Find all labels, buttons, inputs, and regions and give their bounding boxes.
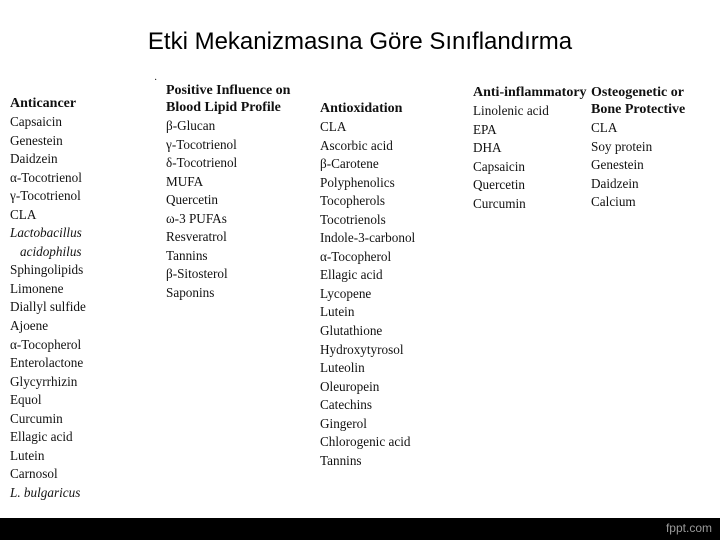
list-item: Luteolin [320,360,365,376]
list-item: Oleuropein [320,378,380,394]
list-item: Tocotrienols [320,211,386,227]
slide-title: Etki Mekanizmasına Göre Sınıflandırma [147,28,573,55]
list-item: α-Tocopherol [10,336,82,352]
list-item: Gingerol [320,415,367,431]
list-item: Tocopherols [320,193,385,209]
column-header: Osteogenetic or Bone Protective [591,85,686,117]
list-item: Ellagic acid [320,267,383,283]
item-list [320,118,470,470]
list-item: β-Sitosterol [166,266,228,282]
list-item: Saponins [166,284,215,300]
item-list [473,102,588,213]
list-item: Indole-3-carbonol [320,230,416,246]
list-item: Carnosol [10,466,58,482]
stray-mark: · [154,75,158,86]
list-item: Glutathione [320,323,383,339]
list-item: Quercetin [473,177,525,193]
list-item: Daidzein [591,175,639,191]
column-antioxidation [320,100,470,470]
list-item: Limonene [10,280,64,296]
list-item: Curcumin [473,195,526,211]
list-item: Enterolactone [10,355,84,371]
column-header: Anticancer [10,96,77,111]
list-item: Soy protein [591,138,653,154]
list-item: Genestein [10,132,63,148]
list-item: δ-Tocotrienol [166,155,238,171]
list-item: Equol [10,392,42,408]
list-item: Daidzein [10,151,58,167]
item-list [591,119,716,212]
list-item: Ellagic acid [10,429,73,445]
list-item: acidophilus [20,243,82,259]
column-anticancer [10,95,150,502]
list-item: β-Glucan [166,118,216,133]
list-item: α-Tocopherol [320,248,392,264]
list-item: γ-Tocotrienol [166,136,237,152]
list-item: Sphingolipids [10,262,84,278]
list-item: Catechins [320,397,373,413]
list-item: Polyphenolics [320,174,395,190]
footer-brand: fppt.com [665,521,712,535]
list-item: Diallyl sulfide [10,299,86,315]
column-header: Antioxidation [320,101,403,116]
list-item: Capsaicin [10,114,63,129]
list-item: α-Tocotrienol [10,169,82,185]
list-item: Tannins [166,247,208,263]
column-bone-protective [591,84,716,212]
list-item: Ascorbic acid [320,137,393,153]
list-item: Linolenic acid [473,103,549,118]
list-item: Curcumin [10,410,63,426]
column-blood-lipid [166,82,316,302]
list-item: Resveratrol [166,229,227,245]
list-item: Lactobacillus [10,225,82,241]
column-header: Positive Influence on Blood Lipid Profile [166,83,291,115]
list-item: EPA [473,121,497,137]
list-item: MUFA [166,173,204,189]
list-item: Lutein [320,304,355,320]
column-anti-inflammatory [473,84,588,213]
list-item: β-Carotene [320,156,379,172]
list-item: CLA [320,119,347,134]
list-item: Capsaicin [473,158,526,174]
list-item: Chlorogenic acid [320,434,411,450]
list-item: Tannins [320,452,362,468]
list-item: CLA [10,206,37,222]
item-list [10,113,150,502]
list-item: CLA [591,120,618,135]
list-item: DHA [473,140,502,156]
list-item: Lutein [10,447,45,463]
item-list [166,117,316,302]
list-item: Hydroxytyrosol [320,341,404,357]
list-item: ω-3 PUFAs [166,210,227,226]
list-item: Calcium [591,194,636,210]
list-item: Quercetin [166,192,218,208]
list-item: Glycyrrhizin [10,373,78,389]
list-item: Lycopene [320,285,372,301]
column-header: Anti-inflammatory [473,85,587,100]
list-item: Genestein [591,157,644,173]
list-item: Ajoene [10,318,49,334]
footer-bar [0,518,720,540]
list-item: L. bulgaricus [10,484,81,500]
list-item: γ-Tocotrienol [10,188,81,204]
